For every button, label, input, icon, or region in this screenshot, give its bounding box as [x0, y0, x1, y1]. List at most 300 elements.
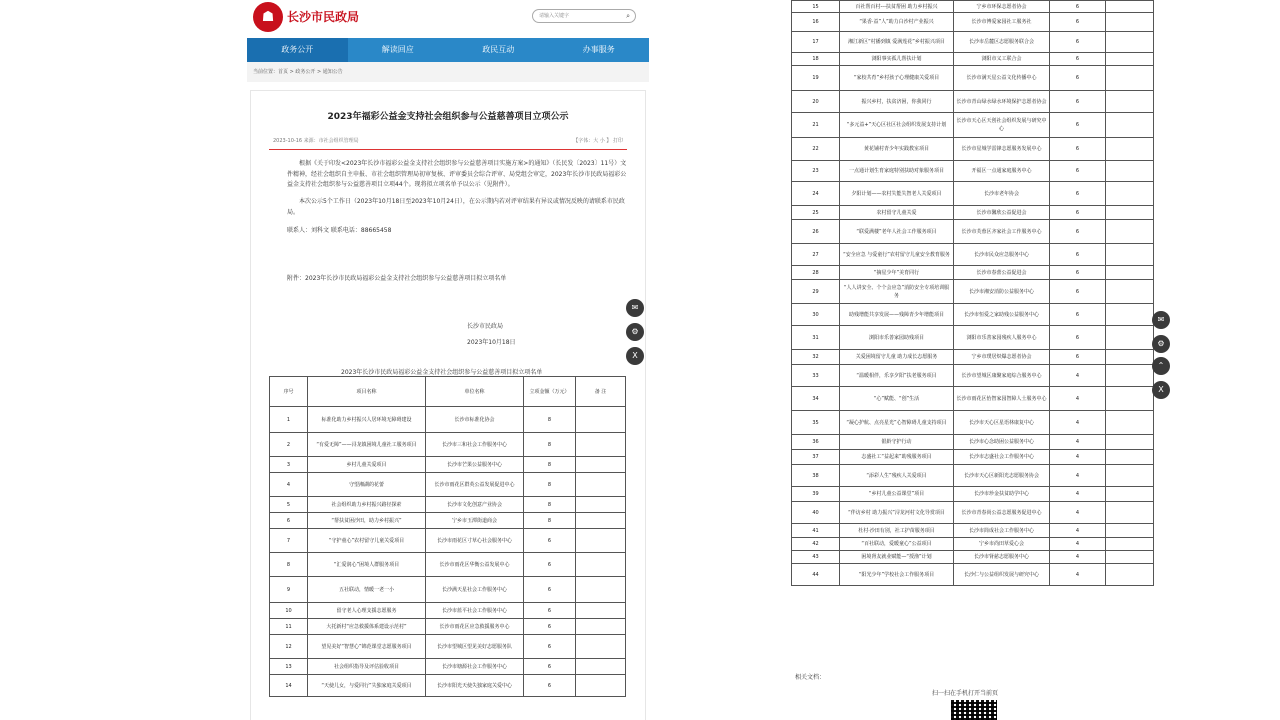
- table-cell: [576, 497, 626, 513]
- nav-jiedu[interactable]: 解读回应: [381, 45, 414, 54]
- table-header-row: [270, 377, 626, 407]
- settings-icon[interactable]: ⚙: [626, 323, 644, 341]
- table-cell: 10: [270, 603, 308, 619]
- table-cell: 4: [1050, 465, 1106, 487]
- table-cell: 38: [792, 465, 840, 487]
- table-cell: 6: [524, 659, 576, 675]
- table-row: [270, 497, 626, 513]
- table-cell: [1106, 206, 1154, 220]
- table-cell: [1106, 487, 1154, 502]
- table-cell: “伴访乡村 助力振兴”浔龙河村文化导赏项目: [840, 502, 954, 524]
- table-cell: 6: [1050, 266, 1106, 280]
- table-cell: “阳光少年”学校社会工作服务项目: [840, 564, 954, 586]
- table-cell: 36: [792, 435, 840, 450]
- table-cell: 长沙市肾慈志愿服务中心: [954, 551, 1050, 564]
- nav-zhengmin[interactable]: 政民互动: [482, 45, 515, 54]
- table-cell: [576, 457, 626, 473]
- table-cell: 长沙市雨花区华衡公益发展中心: [426, 553, 524, 577]
- table-cell: 长沙市心念助困公益服务中心: [954, 435, 1050, 450]
- table-cell: [1106, 365, 1154, 387]
- table-cell: 长沙市芙蓉区齐家社会工作服务中心: [954, 220, 1050, 244]
- article-tools[interactable]: 【字体：大 小 】 打印: [573, 138, 623, 144]
- table-header-cell: 单位名称: [426, 377, 524, 407]
- table-cell: 8: [524, 457, 576, 473]
- table-row: [792, 465, 1154, 487]
- table-cell: 8: [524, 513, 576, 529]
- table-cell: 夕阳计划——农村失能失智老人关爱项目: [840, 182, 954, 206]
- table-cell: [1106, 266, 1154, 280]
- table-cell: 29: [792, 280, 840, 304]
- qr-code[interactable]: [951, 700, 997, 720]
- table-cell: 6: [1050, 326, 1106, 350]
- table-row: [270, 659, 626, 675]
- table-header-cell: 备 注: [576, 377, 626, 407]
- table-cell: 6: [524, 603, 576, 619]
- table-cell: “联爱满楼”老年人社会工作服务项目: [840, 220, 954, 244]
- table-cell: “百社联动，爱暖童心”公益项目: [840, 538, 954, 551]
- table-row: [270, 577, 626, 603]
- table-cell: [1106, 304, 1154, 326]
- table-row: [792, 304, 1154, 326]
- table-cell: 杜村·沙田有别，社工护苗服务项目: [840, 524, 954, 538]
- table-cell: 长沙市雨花区群英公益发展促进中心: [426, 473, 524, 497]
- table-row: [792, 326, 1154, 350]
- table-cell: 困境肾友就业赋能—“授渔”计划: [840, 551, 954, 564]
- table-cell: 6: [1050, 113, 1106, 138]
- table-cell: 6: [1050, 161, 1106, 182]
- table-cell: 望见美好“智慧心”锦范课堂志愿服务项目: [308, 635, 426, 659]
- table-row: [270, 457, 626, 473]
- scan-qr-label: 扫一扫在手机打开当前页: [932, 690, 999, 697]
- table-cell: 17: [792, 32, 840, 53]
- table-cell: 长沙市文化创意产业协会: [426, 497, 524, 513]
- table-row: [270, 407, 626, 433]
- table-cell: 4: [270, 473, 308, 497]
- table-row: [792, 66, 1154, 91]
- table-cell: 34: [792, 387, 840, 411]
- table-cell: 长沙市恒爱之家助残公益服务中心: [954, 304, 1050, 326]
- table-row: [270, 473, 626, 497]
- table-cell: 长沙市博爱家园社工服务社: [954, 13, 1050, 32]
- table-cell: 8: [524, 407, 576, 433]
- table-cell: [576, 635, 626, 659]
- table-cell: 4: [1050, 487, 1106, 502]
- table-cell: 长沙市三和社会工作服务中心: [426, 433, 524, 457]
- table-cell: 长沙市青春尚公益志愿服务促进中心: [954, 502, 1050, 524]
- table-cell: [1106, 538, 1154, 551]
- table-row: [270, 619, 626, 635]
- table-cell: 6: [524, 675, 576, 697]
- table-cell: 长沙市馨欣公益促进会: [954, 206, 1050, 220]
- table-cell: 4: [1050, 564, 1106, 586]
- table-row: [792, 450, 1154, 465]
- table-cell: 33: [792, 365, 840, 387]
- table-row: [792, 524, 1154, 538]
- table-cell: 6: [524, 619, 576, 635]
- table-cell: 15: [792, 1, 840, 13]
- table-row: [270, 529, 626, 553]
- article-title: 2023年福彩公益金支持社会组织参与公益慈善项目立项公示: [327, 112, 569, 122]
- table-cell: 18: [792, 53, 840, 66]
- table-cell: 百社帮百村---扶贫帮困 助力乡村振兴: [840, 1, 954, 13]
- table-cell: 3: [270, 457, 308, 473]
- table-row: [792, 411, 1154, 435]
- table-cell: 8: [524, 497, 576, 513]
- table-cell: “汇爱润心”困境人群服务项目: [308, 553, 426, 577]
- table-cell: [1106, 564, 1154, 586]
- table-cell: 长沙市简成社会工作服务中心: [954, 524, 1050, 538]
- related-docs: 相关文档：: [795, 674, 826, 681]
- table-cell: “人人讲安全、个个会应急”消防安全专项培训服务: [840, 280, 954, 304]
- table-cell: 24: [792, 182, 840, 206]
- table-cell: 7: [270, 529, 308, 553]
- table-cell: 长沙市岳麓区志愿服务联合会: [954, 32, 1050, 53]
- table-cell: 黄花铺村青少年实践教室项目: [840, 138, 954, 161]
- table-cell: 6: [1050, 244, 1106, 266]
- paragraph-2: 本次公示5个工作日（2023年10月18日至2023年10月24日），在公示期内若对评审结果有异议或情况反映的请联系市民政局。: [287, 198, 625, 216]
- table-cell: 25: [792, 206, 840, 220]
- table-cell: 社会组织指导及评估验收项目: [308, 659, 426, 675]
- attachment-link[interactable]: 附件：2023年长沙市民政局福彩公益金支持社会组织参与公益慈善项目拟立项名单: [287, 275, 507, 282]
- table-cell: 11: [270, 619, 308, 635]
- table-row: [270, 603, 626, 619]
- table-cell: 长沙市望城区望见美好志愿服务队: [426, 635, 524, 659]
- table-cell: 37: [792, 450, 840, 465]
- table-cell: 6: [1050, 1, 1106, 13]
- table-row: [792, 387, 1154, 411]
- table-cell: 27: [792, 244, 840, 266]
- table-cell: 12: [270, 635, 308, 659]
- table-cell: 6: [1050, 280, 1106, 304]
- table-cell: 长沙市雨花区怡智家园智障人士服务中心: [954, 387, 1050, 411]
- table-cell: [1106, 244, 1154, 266]
- table-cell: [1106, 1, 1154, 13]
- table-row: [792, 266, 1154, 280]
- table-cell: 6: [1050, 66, 1106, 91]
- table-cell: 湘江新区“村播到镇 爱满莲花”乡村振兴项目: [840, 32, 954, 53]
- table-cell: [576, 619, 626, 635]
- table-cell: 长沙市珍金扶贫助学中心: [954, 487, 1050, 502]
- table-cell: 宁乡市璞居炽爆志愿者协会: [954, 350, 1050, 365]
- table-cell: 长沙仁与公益组织发展与研究中心: [954, 564, 1050, 586]
- table-cell: 浏阳市乐善家园助残项目: [840, 326, 954, 350]
- table-title: 2023年长沙市民政局福彩公益金支持社会组织参与公益慈善项目拟立项名单: [341, 369, 543, 376]
- search-icon[interactable]: ⌕: [626, 12, 630, 20]
- table-cell: 长沙市老年协会: [954, 182, 1050, 206]
- table-cell: 6: [1050, 350, 1106, 365]
- table-cell: [1106, 161, 1154, 182]
- table-row: [792, 551, 1154, 564]
- table-cell: 6: [1050, 182, 1106, 206]
- project-table-right: [791, 0, 1154, 586]
- table-cell: 宁乡市尚田草爱心会: [954, 538, 1050, 551]
- table-cell: 长沙市天心区新阳光志愿服务协会: [954, 465, 1050, 487]
- table-cell: [576, 407, 626, 433]
- table-cell: 长沙满天星社会工作服务中心: [426, 577, 524, 603]
- table-cell: 长沙市民众应急服务中心: [954, 244, 1050, 266]
- table-cell: 长沙市标准化协会: [426, 407, 524, 433]
- table-row: [792, 350, 1154, 365]
- table-cell: 长沙市蓝平社会工作服务中心: [426, 603, 524, 619]
- table-cell: 6: [270, 513, 308, 529]
- table-cell: 4: [1050, 524, 1106, 538]
- table-cell: 6: [1050, 32, 1106, 53]
- article-meta: 2023-10-16 来源：市社会组织管理局: [273, 138, 359, 144]
- table-cell: 4: [1050, 450, 1106, 465]
- issue-date: 2023年10月18日: [467, 339, 516, 346]
- table-cell: “天使儿女，与爱同行”失独家庭关爱项目: [308, 675, 426, 697]
- table-row: [792, 435, 1154, 450]
- table-cell: [1106, 113, 1154, 138]
- table-cell: [1106, 450, 1154, 465]
- table-row: [270, 675, 626, 697]
- table-cell: [1106, 551, 1154, 564]
- table-cell: [1106, 350, 1154, 365]
- table-row: [792, 113, 1154, 138]
- table-cell: 浏阳事实孤儿帮扶计划: [840, 53, 954, 66]
- table-row: [792, 244, 1154, 266]
- table-cell: 43: [792, 551, 840, 564]
- table-cell: “守护童心”农村留守儿童关爱项目: [308, 529, 426, 553]
- table-cell: [1106, 182, 1154, 206]
- table-row: [792, 91, 1154, 113]
- nav-banshi[interactable]: 办事服务: [582, 45, 615, 54]
- table-cell: 28: [792, 266, 840, 280]
- table-row: [792, 1, 1154, 13]
- table-row: [792, 502, 1154, 524]
- table-cell: 长沙市满天星公益文化传播中心: [954, 66, 1050, 91]
- table-cell: 31: [792, 326, 840, 350]
- table-cell: 长沙市芒果公益服务中心: [426, 457, 524, 473]
- table-cell: [1106, 138, 1154, 161]
- table-cell: “家校共育”乡村孩子心理健康关爱项目: [840, 66, 954, 91]
- table-cell: [1106, 326, 1154, 350]
- table-cell: 6: [524, 529, 576, 553]
- table-row: [792, 13, 1154, 32]
- breadcrumb: 当前位置：首页 > 政务公开 > 通知公告: [247, 62, 649, 82]
- table-row: [792, 32, 1154, 53]
- table-cell: 14: [270, 675, 308, 697]
- paragraph-1: 根据《关于印发<2023年长沙市福彩公益金支持社会组织参与公益慈善项目实施方案>的通知》（长民发〔2023〕11号）文件精神，经社会组织自主申报、市社会组织管理局初审复核、评审委员会综合评审、局党组会审定，2023年长沙市民政局福彩公益金支持社会组织参与公益慈善项目立项44个。现将拟立项名单予以公示（见附件）。: [287, 160, 627, 188]
- project-table-left: [269, 376, 626, 697]
- table-cell: 长沙市天心区天创社会组织发展与研究中心: [954, 113, 1050, 138]
- table-cell: “帮扶贫困沙田，助力乡村振兴”: [308, 513, 426, 529]
- issuer-org: 长沙市民政局: [467, 323, 504, 330]
- table-cell: 浏阳市义工联合会: [954, 53, 1050, 66]
- arrow-up-icon[interactable]: ⌃: [1152, 357, 1170, 375]
- table-cell: 44: [792, 564, 840, 586]
- table-row: [270, 513, 626, 529]
- table-row: [792, 182, 1154, 206]
- table-cell: 8: [270, 553, 308, 577]
- table-cell: 长沙市望城区康聚家庭综合服务中心: [954, 365, 1050, 387]
- table-cell: 助残增能共享发展——残障青少年增能项目: [840, 304, 954, 326]
- table-cell: 30: [792, 304, 840, 326]
- table-cell: 4: [1050, 502, 1106, 524]
- table-cell: 长沙市星城学雷锋志愿服务发展中心: [954, 138, 1050, 161]
- table-cell: 21: [792, 113, 840, 138]
- table-cell: 6: [1050, 91, 1106, 113]
- table-cell: [576, 577, 626, 603]
- table-cell: 39: [792, 487, 840, 502]
- table-cell: 6: [524, 577, 576, 603]
- table-cell: 志盛社工“益起来”助残服务项目: [840, 450, 954, 465]
- table-cell: 长沙市志盛社会工作服务中心: [954, 450, 1050, 465]
- nav-zhengwu[interactable]: 政务公开: [247, 38, 348, 62]
- table-header-cell: 序号: [270, 377, 308, 407]
- site-logo[interactable]: ☗: [253, 2, 283, 32]
- table-cell: 长沙市青山绿水绿水环境保护志愿者协会: [954, 91, 1050, 113]
- table-cell: [576, 553, 626, 577]
- title-divider: [269, 149, 627, 150]
- table-row: [270, 433, 626, 457]
- table-cell: 40: [792, 502, 840, 524]
- table-row: [792, 365, 1154, 387]
- table-cell: 6: [524, 635, 576, 659]
- table-row: [792, 564, 1154, 586]
- table-cell: 32: [792, 350, 840, 365]
- table-cell: [1106, 13, 1154, 32]
- table-cell: [1106, 435, 1154, 450]
- table-cell: 长沙市天心区星语林康复中心: [954, 411, 1050, 435]
- table-cell: [1106, 524, 1154, 538]
- table-cell: 守望湘湖的花蕾: [308, 473, 426, 497]
- table-cell: 8: [524, 433, 576, 457]
- table-cell: “添彩人生”残疾人关爱项目: [840, 465, 954, 487]
- table-cell: 41: [792, 524, 840, 538]
- table-cell: 4: [1050, 365, 1106, 387]
- chat-icon[interactable]: ✉: [626, 299, 644, 317]
- table-cell: [576, 473, 626, 497]
- table-cell: [1106, 387, 1154, 411]
- table-cell: 长沙市湘安消防公益服务中心: [954, 280, 1050, 304]
- table-cell: 9: [270, 577, 308, 603]
- table-cell: 大托新村“应急救援体系建设示范村”: [308, 619, 426, 635]
- table-cell: 6: [1050, 206, 1106, 220]
- close-button[interactable]: X: [1152, 381, 1170, 399]
- table-cell: 42: [792, 538, 840, 551]
- settings-icon[interactable]: ⚙: [1152, 335, 1170, 353]
- table-cell: 6: [1050, 53, 1106, 66]
- table-cell: 4: [1050, 538, 1106, 551]
- table-row: [792, 280, 1154, 304]
- table-cell: [1106, 32, 1154, 53]
- table-cell: 35: [792, 411, 840, 435]
- table-cell: [1106, 53, 1154, 66]
- table-cell: 13: [270, 659, 308, 675]
- table-cell: 振兴乡村，扶贫济困，你我同行: [840, 91, 954, 113]
- table-cell: 一点通计划生育家庭特别扶助对象服务项目: [840, 161, 954, 182]
- table-cell: 26: [792, 220, 840, 244]
- table-cell: 6: [1050, 220, 1106, 244]
- table-cell: “温暖相伴，乐享夕阳”扶老服务项目: [840, 365, 954, 387]
- table-cell: 长沙市阳光天使失独家庭关爱中心: [426, 675, 524, 697]
- table-cell: 6: [1050, 138, 1106, 161]
- table-cell: [576, 659, 626, 675]
- table-cell: 6: [1050, 13, 1106, 32]
- table-cell: 浏阳市乐善家园残疾人服务中心: [954, 326, 1050, 350]
- table-cell: [576, 529, 626, 553]
- table-cell: 乡村儿童关爱项目: [308, 457, 426, 473]
- table-cell: 6: [524, 553, 576, 577]
- table-cell: 长沙市雨花区应急救援服务中心: [426, 619, 524, 635]
- table-row: [792, 538, 1154, 551]
- table-cell: 宁乡市玉潭街道商会: [426, 513, 524, 529]
- table-cell: [1106, 220, 1154, 244]
- table-cell: 8: [524, 473, 576, 497]
- table-cell: [1106, 465, 1154, 487]
- table-cell: “乡村儿童公益课堂”项目: [840, 487, 954, 502]
- table-cell: “多元益+”天心区社区社会组织发展支持计划: [840, 113, 954, 138]
- table-cell: 20: [792, 91, 840, 113]
- table-header-cell: 立项金额（万元）: [524, 377, 576, 407]
- table-cell: [1106, 280, 1154, 304]
- site-name: 长沙市民政局: [287, 10, 360, 24]
- table-cell: 开福区一点通家庭服务中心: [954, 161, 1050, 182]
- table-row: [792, 220, 1154, 244]
- table-cell: 2: [270, 433, 308, 457]
- table-cell: 五社联动，情暖一老一小: [308, 577, 426, 603]
- table-cell: 长沙市塘源社会工作服务中心: [426, 659, 524, 675]
- contact-line: 联系人：刘科文 联系电话：88665458: [287, 227, 392, 234]
- table-cell: 银龄守护行动: [840, 435, 954, 450]
- table-row: [792, 138, 1154, 161]
- table-row: [270, 635, 626, 659]
- chat-icon[interactable]: ✉: [1152, 311, 1170, 329]
- table-row: [792, 487, 1154, 502]
- table-cell: 5: [270, 497, 308, 513]
- table-cell: 1: [270, 407, 308, 433]
- table-cell: [576, 675, 626, 697]
- table-cell: 19: [792, 66, 840, 91]
- table-cell: [1106, 66, 1154, 91]
- table-cell: 22: [792, 138, 840, 161]
- close-button[interactable]: X: [626, 347, 644, 365]
- table-row: [792, 53, 1154, 66]
- table-cell: 23: [792, 161, 840, 182]
- table-cell: “果香·益”人”助力白沙村产业振兴: [840, 13, 954, 32]
- table-cell: 宁乡市环保志愿者协会: [954, 1, 1050, 13]
- table-row: [270, 553, 626, 577]
- search-input[interactable]: 请输入关键字 ⌕: [532, 9, 636, 23]
- table-cell: [576, 603, 626, 619]
- table-row: [792, 161, 1154, 182]
- table-cell: “摘星少年”美育同行: [840, 266, 954, 280]
- table-header-cell: 项目名称: [308, 377, 426, 407]
- table-cell: 留守老人心理支援志愿服务: [308, 603, 426, 619]
- table-cell: 16: [792, 13, 840, 32]
- table-cell: 长沙市雨花区寸草心社会服务中心: [426, 529, 524, 553]
- table-cell: [576, 513, 626, 529]
- table-row: [792, 206, 1154, 220]
- table-cell: 关爱困境留守儿童 助力成长志愿服务: [840, 350, 954, 365]
- table-cell: “心”赋能、“创”生活: [840, 387, 954, 411]
- table-cell: [576, 433, 626, 457]
- table-cell: [1106, 91, 1154, 113]
- table-cell: “安全应急 与爱童行”农村留守儿童安全教育服务: [840, 244, 954, 266]
- table-cell: 4: [1050, 435, 1106, 450]
- table-cell: “有爱无障”——浔龙镇困境儿童社工服务项目: [308, 433, 426, 457]
- table-cell: [1106, 502, 1154, 524]
- table-cell: 6: [1050, 304, 1106, 326]
- table-cell: 4: [1050, 387, 1106, 411]
- table-cell: 标准化助力乡村振兴人居环境无障碍建设: [308, 407, 426, 433]
- table-cell: 长沙市春蕾公益促进会: [954, 266, 1050, 280]
- table-cell: 农村留守儿童关爱: [840, 206, 954, 220]
- main-nav: [247, 38, 649, 62]
- table-cell: “凝心护航、点亮星光”心智障碍儿童支持项目: [840, 411, 954, 435]
- table-cell: 社会组织助力乡村振兴路径探索: [308, 497, 426, 513]
